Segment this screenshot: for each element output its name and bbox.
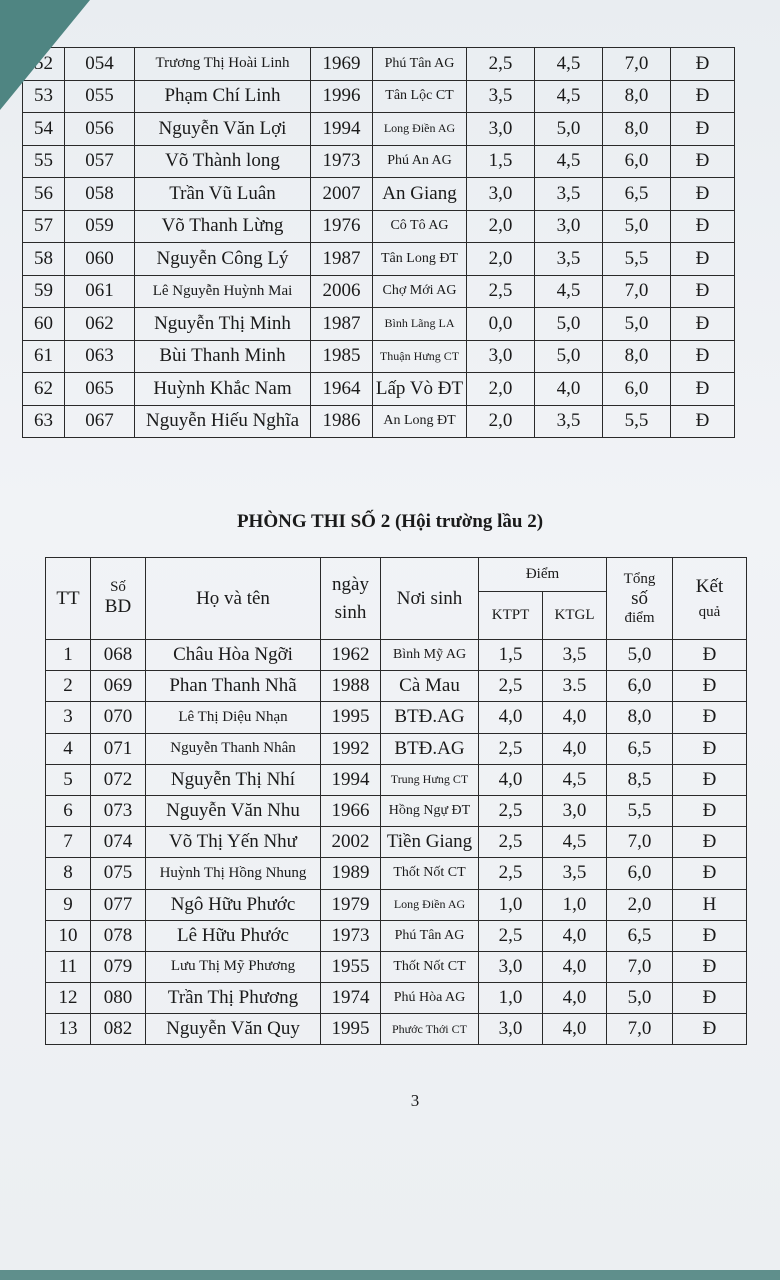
table-row: [46, 733, 747, 764]
tt-cell: 8: [46, 858, 91, 889]
name-cell: Trần Vũ Luân: [135, 178, 311, 211]
place-cell: Tân Lộc CT: [373, 80, 467, 113]
ktpt-cell: 2,5: [479, 920, 543, 951]
ktpt-cell: 2,5: [479, 858, 543, 889]
result-cell: Đ: [671, 178, 735, 211]
result-cell: Đ: [673, 858, 747, 889]
total-cell: 7,0: [607, 951, 673, 982]
sbd-cell: 069: [91, 671, 146, 702]
ktgl-cell: 4,0: [543, 920, 607, 951]
name-cell: Lê Nguyễn Huỳnh Mai: [135, 275, 311, 308]
header-sbd-line1: Số: [110, 579, 126, 595]
total-cell: 6,0: [603, 373, 671, 406]
sbd-cell: 054: [65, 48, 135, 81]
result-cell: Đ: [673, 920, 747, 951]
place-cell: Chợ Mới AG: [373, 275, 467, 308]
table-row: [23, 275, 735, 308]
total-cell: 5,5: [603, 243, 671, 276]
ktgl-cell: 5,0: [535, 113, 603, 146]
ktgl-cell: 4,0: [543, 951, 607, 982]
dob-cell: 1994: [321, 764, 381, 795]
result-cell: Đ: [671, 373, 735, 406]
tt-cell: 61: [23, 340, 65, 373]
tt-cell: 57: [23, 210, 65, 243]
sbd-cell: 068: [91, 640, 146, 671]
tt-cell: 13: [46, 1014, 91, 1045]
tt-cell: 62: [23, 373, 65, 406]
header-total-line3: điểm: [624, 609, 655, 626]
tt-cell: 4: [46, 733, 91, 764]
dob-cell: 1979: [321, 889, 381, 920]
result-cell: Đ: [671, 145, 735, 178]
table-row: [23, 48, 735, 81]
tt-cell: 5: [46, 764, 91, 795]
tt-cell: 52: [23, 48, 65, 81]
place-cell: Long Điền AG: [373, 113, 467, 146]
table-row: [46, 764, 747, 795]
result-cell: Đ: [673, 640, 747, 671]
ktpt-cell: 2,5: [467, 275, 535, 308]
result-cell: Đ: [671, 80, 735, 113]
place-cell: Long Điền AG: [381, 889, 479, 920]
place-cell: An Giang: [373, 178, 467, 211]
sbd-cell: 070: [91, 702, 146, 733]
dob-cell: 1986: [311, 405, 373, 438]
total-cell: 5,0: [603, 210, 671, 243]
tt-cell: 59: [23, 275, 65, 308]
tt-cell: 55: [23, 145, 65, 178]
total-cell: 8,0: [603, 340, 671, 373]
name-cell: Nguyễn Hiếu Nghĩa: [135, 405, 311, 438]
header-score-group: Điểm: [479, 558, 607, 592]
place-cell: Lấp Vò ĐT: [373, 373, 467, 406]
header-ktgl: KTGL: [543, 592, 607, 640]
place-cell: Phú Hòa AG: [381, 983, 479, 1014]
name-cell: Nguyễn Thị Minh: [135, 308, 311, 341]
ktpt-cell: 2,5: [467, 48, 535, 81]
header-result: [673, 558, 747, 640]
name-cell: Phan Thanh Nhã: [146, 671, 321, 702]
ktgl-cell: 3,0: [535, 210, 603, 243]
header-total: [607, 558, 673, 640]
result-cell: H: [673, 889, 747, 920]
place-cell: Hồng Ngự ĐT: [381, 795, 479, 826]
results-table-room-2: [45, 557, 747, 1045]
dob-cell: 1955: [321, 951, 381, 982]
tt-cell: 11: [46, 951, 91, 982]
dob-cell: 1994: [311, 113, 373, 146]
sbd-cell: 082: [91, 1014, 146, 1045]
result-cell: Đ: [671, 340, 735, 373]
place-cell: Bình Mỹ AG: [381, 640, 479, 671]
ktgl-cell: 3.5: [543, 671, 607, 702]
table-row: [23, 113, 735, 146]
place-cell: Tân Long ĐT: [373, 243, 467, 276]
ktgl-cell: 4,0: [535, 373, 603, 406]
header-ktpt: KTPT: [479, 592, 543, 640]
result-cell: Đ: [671, 308, 735, 341]
total-cell: 8,0: [603, 80, 671, 113]
total-cell: 6,5: [603, 178, 671, 211]
ktpt-cell: 1,0: [479, 983, 543, 1014]
ktpt-cell: 3,0: [467, 340, 535, 373]
section-title: PHÒNG THI SỐ 2 (Hội trường lầu 2): [236, 511, 544, 532]
ktpt-cell: 2,5: [479, 795, 543, 826]
place-cell: An Long ĐT: [373, 405, 467, 438]
header-name: Họ và tên: [146, 558, 321, 640]
dob-cell: 1985: [311, 340, 373, 373]
tt-cell: 12: [46, 983, 91, 1014]
name-cell: Lê Hữu Phước: [146, 920, 321, 951]
ktgl-cell: 1,0: [543, 889, 607, 920]
total-cell: 7,0: [603, 275, 671, 308]
tt-cell: 1: [46, 640, 91, 671]
name-cell: Võ Thành long: [135, 145, 311, 178]
place-cell: Phú Tân AG: [381, 920, 479, 951]
tt-cell: 10: [46, 920, 91, 951]
ktgl-cell: 3,5: [535, 178, 603, 211]
sbd-cell: 060: [65, 243, 135, 276]
name-cell: Nguyễn Thị Nhí: [146, 764, 321, 795]
results-table-body: [46, 640, 747, 1045]
ktgl-cell: 4,5: [543, 764, 607, 795]
ktgl-cell: 4,0: [543, 702, 607, 733]
result-cell: Đ: [673, 1014, 747, 1045]
table-row: [23, 80, 735, 113]
table-row: [23, 373, 735, 406]
tt-cell: 2: [46, 671, 91, 702]
name-cell: Nguyễn Công Lý: [135, 243, 311, 276]
place-cell: Trung Hưng CT: [381, 764, 479, 795]
name-cell: Nguyễn Văn Quy: [146, 1014, 321, 1045]
tt-cell: 54: [23, 113, 65, 146]
total-cell: 7,0: [607, 1014, 673, 1045]
ktpt-cell: 3,0: [479, 1014, 543, 1045]
sbd-cell: 077: [91, 889, 146, 920]
name-cell: Trương Thị Hoài Linh: [135, 48, 311, 81]
total-cell: 8,0: [607, 702, 673, 733]
total-cell: 2,0: [607, 889, 673, 920]
tt-cell: 3: [46, 702, 91, 733]
ktgl-cell: 3,5: [535, 405, 603, 438]
result-cell: Đ: [673, 671, 747, 702]
dob-cell: 1987: [311, 243, 373, 276]
table-header: [46, 558, 747, 640]
dob-cell: 1969: [311, 48, 373, 81]
total-cell: 8,5: [607, 764, 673, 795]
total-cell: 5,0: [607, 640, 673, 671]
place-cell: Cô Tô AG: [373, 210, 467, 243]
place-cell: BTĐ.AG: [381, 702, 479, 733]
results-table-continued: [22, 47, 735, 438]
name-cell: Châu Hòa Ngỡi: [146, 640, 321, 671]
ktgl-cell: 4,0: [543, 733, 607, 764]
tt-cell: 7: [46, 827, 91, 858]
place-cell: Thốt Nốt CT: [381, 858, 479, 889]
sbd-cell: 072: [91, 764, 146, 795]
table-row: [46, 702, 747, 733]
ktpt-cell: 3,0: [479, 951, 543, 982]
ktpt-cell: 2,0: [467, 210, 535, 243]
place-cell: Tiền Giang: [381, 827, 479, 858]
dob-cell: 1974: [321, 983, 381, 1014]
total-cell: 7,0: [603, 48, 671, 81]
table-row: [46, 951, 747, 982]
ktpt-cell: 4,0: [479, 702, 543, 733]
ktgl-cell: 3,5: [543, 640, 607, 671]
ktpt-cell: 4,0: [479, 764, 543, 795]
dob-cell: 1992: [321, 733, 381, 764]
ktgl-cell: 4,5: [535, 48, 603, 81]
table-row: [23, 243, 735, 276]
header-tt: TT: [46, 558, 91, 640]
dob-cell: 1995: [321, 1014, 381, 1045]
sbd-cell: 062: [65, 308, 135, 341]
name-cell: Nguyễn Văn Lợi: [135, 113, 311, 146]
ktpt-cell: 2,0: [467, 373, 535, 406]
dob-cell: 1995: [321, 702, 381, 733]
sbd-cell: 056: [65, 113, 135, 146]
table-row: [46, 640, 747, 671]
name-cell: Nguyễn Thanh Nhân: [146, 733, 321, 764]
page-corner-shadow: [0, 0, 90, 110]
dob-cell: 2002: [321, 827, 381, 858]
total-cell: 6,0: [607, 671, 673, 702]
ktpt-cell: 3,5: [467, 80, 535, 113]
result-cell: Đ: [673, 702, 747, 733]
result-cell: Đ: [673, 795, 747, 826]
place-cell: Phú An AG: [373, 145, 467, 178]
place-cell: BTĐ.AG: [381, 733, 479, 764]
tt-cell: 63: [23, 405, 65, 438]
dob-cell: 1973: [311, 145, 373, 178]
ktgl-cell: 3,0: [543, 795, 607, 826]
sbd-cell: 074: [91, 827, 146, 858]
sbd-cell: 071: [91, 733, 146, 764]
dob-cell: 2007: [311, 178, 373, 211]
total-cell: 7,0: [607, 827, 673, 858]
total-cell: 6,0: [603, 145, 671, 178]
sbd-cell: 061: [65, 275, 135, 308]
tt-cell: 9: [46, 889, 91, 920]
header-sbd: [91, 558, 146, 640]
result-cell: Đ: [671, 48, 735, 81]
result-cell: Đ: [673, 764, 747, 795]
table-row: [46, 889, 747, 920]
name-cell: Huỳnh Khắc Nam: [135, 373, 311, 406]
dob-cell: 1988: [321, 671, 381, 702]
dob-cell: 1976: [311, 210, 373, 243]
ktgl-cell: 5,0: [535, 308, 603, 341]
header-total-line1: Tổng: [623, 570, 656, 587]
sbd-cell: 075: [91, 858, 146, 889]
header-result-line1: Kết: [695, 576, 724, 597]
name-cell: Huỳnh Thị Hồng Nhung: [146, 858, 321, 889]
result-cell: Đ: [673, 951, 747, 982]
total-cell: 5,5: [607, 795, 673, 826]
dob-cell: 2006: [311, 275, 373, 308]
name-cell: Trần Thị Phương: [146, 983, 321, 1014]
table-row: [46, 827, 747, 858]
sbd-cell: 063: [65, 340, 135, 373]
name-cell: Võ Thanh Lừng: [135, 210, 311, 243]
tt-cell: 53: [23, 80, 65, 113]
header-dob: [321, 558, 381, 640]
sbd-cell: 078: [91, 920, 146, 951]
place-cell: Thuận Hưng CT: [373, 340, 467, 373]
result-cell: Đ: [671, 210, 735, 243]
dob-cell: 1962: [321, 640, 381, 671]
total-cell: 6,5: [607, 733, 673, 764]
table-row: [23, 178, 735, 211]
ktpt-cell: 2,0: [467, 243, 535, 276]
table-row: [23, 210, 735, 243]
sbd-cell: 059: [65, 210, 135, 243]
header-result-line2: quả: [698, 604, 721, 620]
result-cell: Đ: [673, 983, 747, 1014]
ktpt-cell: 2,5: [479, 733, 543, 764]
ktpt-cell: 0,0: [467, 308, 535, 341]
sbd-cell: 067: [65, 405, 135, 438]
sbd-cell: 058: [65, 178, 135, 211]
ktgl-cell: 5,0: [535, 340, 603, 373]
sbd-cell: 055: [65, 80, 135, 113]
header-dob-line2: sinh: [334, 601, 367, 623]
ktgl-cell: 3,5: [535, 243, 603, 276]
ktpt-cell: 1,0: [479, 889, 543, 920]
name-cell: Nguyễn Văn Nhu: [146, 795, 321, 826]
total-cell: 5,0: [607, 983, 673, 1014]
total-cell: 5,0: [603, 308, 671, 341]
result-cell: Đ: [671, 405, 735, 438]
dob-cell: 1996: [311, 80, 373, 113]
ktgl-cell: 4,0: [543, 983, 607, 1014]
place-cell: Cà Mau: [381, 671, 479, 702]
ktgl-cell: 4,5: [535, 145, 603, 178]
dob-cell: 1964: [311, 373, 373, 406]
sbd-cell: 073: [91, 795, 146, 826]
place-cell: Phú Tân AG: [373, 48, 467, 81]
ktpt-cell: 1,5: [467, 145, 535, 178]
name-cell: Võ Thị Yến Như: [146, 827, 321, 858]
ktgl-cell: 4,5: [535, 80, 603, 113]
place-cell: Thốt Nốt CT: [381, 951, 479, 982]
table-row: [23, 405, 735, 438]
table-row: [46, 671, 747, 702]
result-cell: Đ: [671, 275, 735, 308]
table-row: [23, 308, 735, 341]
result-cell: Đ: [673, 827, 747, 858]
result-cell: Đ: [673, 733, 747, 764]
table-row: [23, 340, 735, 373]
result-cell: Đ: [671, 113, 735, 146]
ktpt-cell: 2,0: [467, 405, 535, 438]
tt-cell: 58: [23, 243, 65, 276]
header-place: Nơi sinh: [381, 558, 479, 640]
table-row: [46, 920, 747, 951]
dob-cell: 1966: [321, 795, 381, 826]
ktpt-cell: 3,0: [467, 178, 535, 211]
header-dob-line1: ngày: [332, 573, 369, 595]
tt-cell: 56: [23, 178, 65, 211]
sbd-cell: 079: [91, 951, 146, 982]
ktgl-cell: 4,5: [535, 275, 603, 308]
place-cell: Phước Thới CT: [381, 1014, 479, 1045]
sbd-cell: 057: [65, 145, 135, 178]
table-row: [46, 795, 747, 826]
ktpt-cell: 3,0: [467, 113, 535, 146]
page-number: 3: [410, 1091, 420, 1110]
dob-cell: 1987: [311, 308, 373, 341]
place-cell: Bình Lãng LA: [373, 308, 467, 341]
name-cell: Ngô Hữu Phước: [146, 889, 321, 920]
table-row: [23, 145, 735, 178]
table-row: [46, 983, 747, 1014]
name-cell: Phạm Chí Linh: [135, 80, 311, 113]
ktgl-cell: 3,5: [543, 858, 607, 889]
ktgl-cell: 4,0: [543, 1014, 607, 1045]
total-cell: 5,5: [603, 405, 671, 438]
header-total-line2: số: [631, 587, 648, 609]
result-cell: Đ: [671, 243, 735, 276]
sbd-cell: 080: [91, 983, 146, 1014]
ktpt-cell: 2,5: [479, 671, 543, 702]
table-row: [46, 858, 747, 889]
name-cell: Bùi Thanh Minh: [135, 340, 311, 373]
total-cell: 6,5: [607, 920, 673, 951]
sbd-cell: 065: [65, 373, 135, 406]
results-table-body: [23, 48, 735, 438]
dob-cell: 1973: [321, 920, 381, 951]
ktpt-cell: 1,5: [479, 640, 543, 671]
tt-cell: 6: [46, 795, 91, 826]
total-cell: 6,0: [607, 858, 673, 889]
dob-cell: 1989: [321, 858, 381, 889]
name-cell: Lê Thị Diệu Nhạn: [146, 702, 321, 733]
header-sbd-line2: BD: [104, 596, 132, 617]
total-cell: 8,0: [603, 113, 671, 146]
ktpt-cell: 2,5: [479, 827, 543, 858]
ktgl-cell: 4,5: [543, 827, 607, 858]
name-cell: Lưu Thị Mỹ Phương: [146, 951, 321, 982]
tt-cell: 60: [23, 308, 65, 341]
table-row: [46, 1014, 747, 1045]
